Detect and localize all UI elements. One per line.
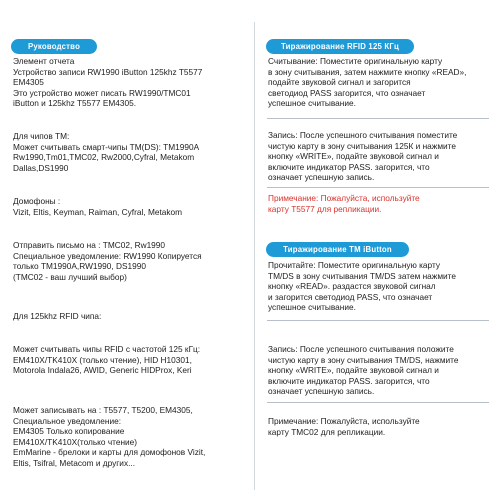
write-to-text: Отправить письмо на : TMC02, Rw1990 Специальное уведомление: RW1990 Копируется только TM1990A,RW1990, DS1990 (TMC02 - ваш лучший выбор) bbox=[13, 240, 202, 282]
tm-chips-text: Для чипов ТМ: Может считывать смарт-чипы TM(DS): TM1990A Rw1990,Tm01,TMC02, Rw2000,Cyfral, Metakom Dallas,DS1990 bbox=[13, 131, 200, 173]
separator bbox=[267, 402, 489, 403]
rfid-read-instructions: Считывание: Поместите оригинальную карту в зону считывания, затем нажмите кнопку «READ», подайте звуковой сигнал и загорится светодиод PASS загорится, что означает успешное считывание. bbox=[268, 56, 467, 109]
separator bbox=[267, 118, 489, 119]
column-divider bbox=[254, 22, 255, 490]
tm-header: Тиражирование TM iButton bbox=[266, 242, 409, 257]
rfid-write-instructions: Запись: После успешного считывания поместите чистую карту в зону считывания 125К и нажмите кнопку «WRITE», подайте звуковой сигнал и включите индикатор PASS. загорится, что означает успешную запись. bbox=[268, 130, 458, 183]
tm-read-instructions: Прочитайте: Поместите оригинальную карту TM/DS в зону считывания TM/DS затем нажмите кнопку «READ». раздастся звуковой сигнал и загорится светодиод PASS, что означает успешное считывание. bbox=[268, 260, 456, 313]
rfid-header: Тиражирование RFID 125 КГц bbox=[266, 39, 414, 54]
rfid-write-text: Может записывать на : T5577, T5200, EM4305, Специальное уведомление: EM4305 Только копирование EM410X/TK410X(только чтение) EmMarine - брелоки и карты для домофонов Vizit, Eltis, Tsifral, Metacom и других... bbox=[13, 405, 206, 468]
separator bbox=[267, 320, 489, 321]
intro-text: Элемент отчета Устройство записи RW1990 iButton 125khz T5577 EM4305 Это устройство может писать RW1990/TMC01 iButton и 125khz T5577 EM4305. bbox=[13, 56, 203, 109]
rfid-chip-heading: Для 125khz RFID чипа: bbox=[13, 311, 102, 321]
rfid-note: Примечание: Пожалуйста, используйте карту T5577 для репликации. bbox=[268, 193, 420, 214]
rfid-read-text: Может считывать чипы RFID с частотой 125 кГц: EM410X/TK410X (только чтение), HID H10301, Motorola Indala26, AWID, Generic HIDProx, Keri bbox=[13, 344, 201, 376]
intercoms-text: Домофоны : Vizit, Eltis, Keyman, Raiman, Cyfral, Metakom bbox=[13, 196, 183, 217]
tm-note: Примечание: Пожалуйста, используйте карту TMC02 для репликации. bbox=[268, 416, 420, 437]
guide-header: Руководство bbox=[11, 39, 97, 54]
tm-write-instructions: Запись: После успешного считывания положите чистую карту в зону считывания TM/DS, нажмите кнопку «WRITE», подайте звуковой сигнал и включите индикатор PASS. загорится, что означает успешную запись. bbox=[268, 344, 459, 397]
separator bbox=[267, 187, 489, 188]
